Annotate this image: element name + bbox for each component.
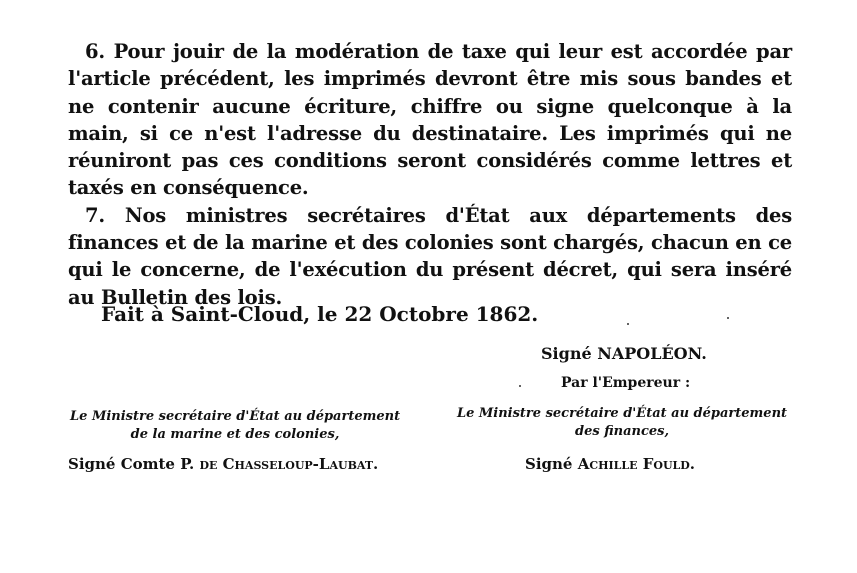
decree-body (68, 38, 792, 311)
dateline: Fait à Saint-Cloud, le 22 Octobre 1862. (101, 302, 539, 326)
print-speck (519, 385, 521, 387)
article-7-text: Nos ministres secrétaires d'État aux départements des finances et de la marine et des colonies sont chargés, chacun en ce qui le concerne, de l'exécution du présent décret, qui sera inséré au Bulletin des lois. (68, 203, 793, 309)
minister-left-line2: de la marine et des colonies, (130, 427, 340, 442)
signature-left-signe: Signé Comte (68, 455, 175, 473)
article-7-number: 7. (85, 203, 105, 227)
signature-right (525, 455, 695, 473)
signature-emperor: Signé NAPOLÉON. (541, 344, 707, 363)
article-6-number: 6. (85, 40, 105, 63)
minister-right-title (446, 405, 798, 441)
article-6-text: Pour jouir de la modération de taxe qui leur est accordée par l'article précédent, les imprimés devront être mis sous bandes et ne contenir aucune écriture, chiffre ou signe quelconque à la main, si ce n'est l'adresse du destinataire. Les imprimés qui ne réuniront pas ces conditions seront considérés comme lettres et taxés en conséquence. (68, 40, 793, 200)
signature-right-signe: Signé (525, 455, 573, 473)
par-empereur: Par l'Empereur : (561, 375, 691, 391)
minister-right-line1: Le Ministre secrétaire d'État au département (456, 406, 788, 421)
minister-left-title (70, 408, 400, 444)
print-speck (727, 317, 729, 319)
print-speck (627, 323, 629, 325)
article-7 (68, 202, 792, 311)
signature-right-name: Achille Fould. (577, 455, 696, 473)
minister-right-line2: des finances, (574, 424, 669, 439)
signature-left (68, 455, 378, 473)
signature-left-name: P. de Chasseloup-Laubat. (180, 455, 379, 473)
minister-left-line1: Le Ministre secrétaire d'État au département (70, 409, 401, 424)
article-6 (68, 38, 792, 202)
